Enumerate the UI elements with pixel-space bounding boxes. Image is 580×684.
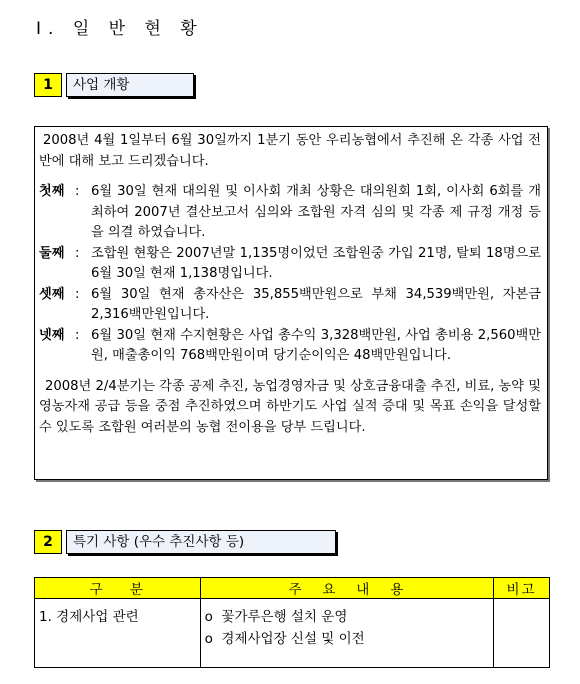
- item-text: 6월 30일 현재 대의원 및 이사회 개최 상황은 대의원회 1회, 이사회 6회를 개최하여 2007년 결산보고서 심의와 조합원 자격 심의 및 각종 제 규정 개정 등을 의결 하였습니다.: [91, 184, 541, 240]
- item-label: 첫째: [39, 184, 65, 199]
- item-text: 6월 30일 현재 총자산은 35,855백만원으로 부채 34,539백만원, 자본금 2,316백만원입니다.: [91, 286, 541, 322]
- item-colon: :: [75, 327, 80, 343]
- item-label: 둘째: [39, 245, 65, 261]
- row-category: 1. 경제사업 관련: [35, 599, 201, 668]
- overview-intro: 2008년 4월 1일부터 6월 30일까지 1분기 동안 우리농협에서 추진해 온 각종 사업 전반에 대해 보고 드리겠습니다.: [39, 133, 541, 169]
- overview-item: [39, 326, 541, 367]
- header-content: 주 요 내 용: [200, 578, 494, 599]
- row-note: [494, 599, 550, 668]
- item-colon: :: [75, 184, 80, 199]
- section-label: 특기 사항 (우수 추진사항 등): [66, 530, 336, 554]
- header-note: 비고: [494, 578, 550, 599]
- bullet-item: o 꽃가루은행 설치 운영: [204, 609, 348, 625]
- page-title: Ⅰ. 일 반 현 황: [36, 19, 204, 39]
- bullet-item: o 경제사업장 신설 및 이전: [204, 631, 365, 647]
- overview-item: [39, 182, 541, 244]
- item-colon: :: [75, 245, 80, 261]
- item-colon: :: [75, 286, 80, 302]
- overview-item: [39, 285, 541, 326]
- table-header-row: [35, 578, 550, 599]
- section-number: 1: [34, 73, 62, 97]
- item-label: 셋째: [39, 286, 65, 302]
- row-content: [200, 599, 494, 668]
- section-label: 사업 개황: [66, 73, 194, 97]
- overview-item: [39, 244, 541, 285]
- item-text: 6월 30일 현재 수지현황은 사업 총수익 3,328백만원, 사업 총비용 2,560백만원, 매출총이익 768백만원이며 당기순이익은 48백만원입니다.: [91, 327, 541, 363]
- overview-closing: 2008년 2/4분기는 각종 공제 추진, 농업경영자금 및 상호금융대출 추진, 비료, 농약 및 영농자재 공급 등을 중점 추진하였으며 하반기도 사업 실적 증대 및 목표 손익을 달성할 수 있도록 조합원 여러분의 농협 전이용을 당부 드립니다.: [39, 378, 541, 435]
- table-row: [35, 599, 550, 668]
- special-items-table: [34, 577, 550, 668]
- header-category: 구 분: [35, 578, 201, 599]
- overview-box: [34, 126, 548, 480]
- section-number: 2: [34, 530, 62, 554]
- item-text: 조합원 현황은 2007년말 1,135명이었던 조합원중 가입 21명, 탈퇴 18명으로 6월 30일 현재 1,138명입니다.: [91, 245, 541, 281]
- item-label: 넷째: [39, 327, 65, 343]
